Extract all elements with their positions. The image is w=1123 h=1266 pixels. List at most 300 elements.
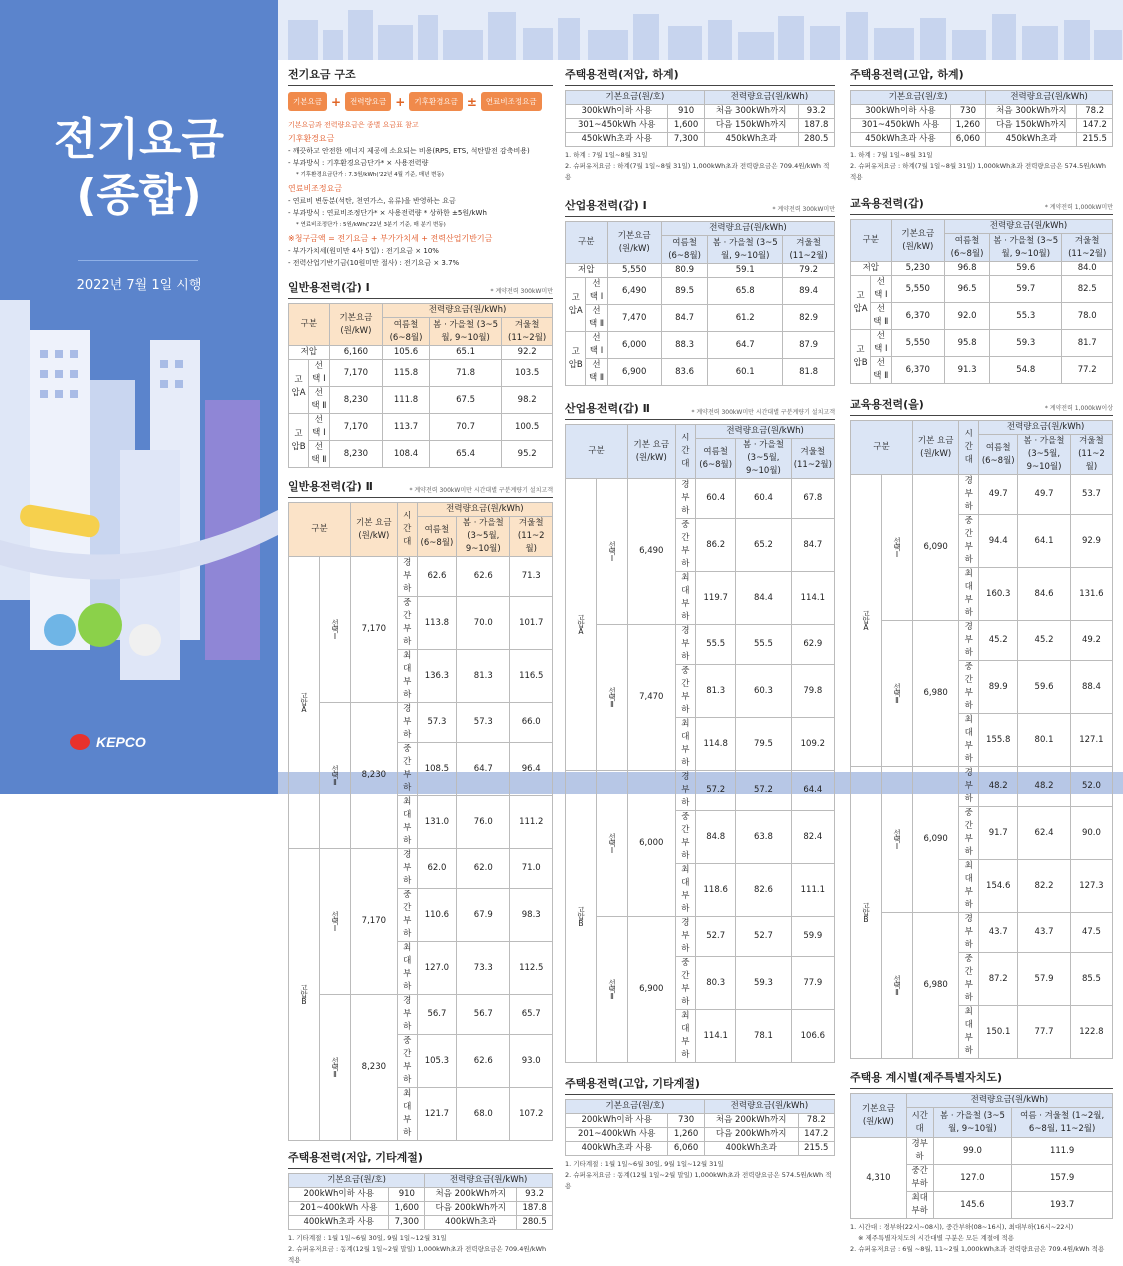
value-cell: 187.8 <box>517 1202 553 1216</box>
value-cell: 116.5 <box>510 650 553 703</box>
value-cell: 127.0 <box>417 942 456 995</box>
value-cell: 55.5 <box>696 625 736 665</box>
time-band: 중간부하 <box>397 597 417 650</box>
value-cell: 910 <box>668 105 704 119</box>
value-cell: 82.9 <box>783 305 835 332</box>
time-band: 최대부하 <box>959 714 979 767</box>
table-row <box>851 276 1113 303</box>
row-option: 선택Ⅰ <box>320 849 351 995</box>
value-cell: 118.6 <box>696 864 736 917</box>
title-line-1: 전기요금 <box>53 114 224 165</box>
base-rate: 6,000 <box>628 771 676 917</box>
value-cell: 77.7 <box>1018 1006 1071 1059</box>
column-3 <box>850 66 1113 1255</box>
value-cell: 113.7 <box>383 414 430 441</box>
row-option: 선택 Ⅰ <box>871 330 892 357</box>
value-cell: 106.6 <box>791 1010 834 1063</box>
edu-a-note: * 계약전력 1,000kW미만 <box>1044 204 1113 211</box>
kepco-logo-text: KEPCO <box>96 734 146 750</box>
th-base: 기본 요금 (원/kW) <box>351 503 398 557</box>
time-band: 최대부하 <box>959 860 979 913</box>
time-band: 경부하 <box>959 475 979 515</box>
value-cell: 215.5 <box>798 1142 834 1156</box>
table-row <box>566 119 835 133</box>
table-row <box>851 1138 1113 1165</box>
value-cell: 다음 150kWh까지 <box>986 119 1077 133</box>
value-cell: 79.2 <box>783 264 835 278</box>
value-cell: 108.5 <box>417 743 456 796</box>
ind-a2-table <box>565 424 835 1063</box>
table-row <box>566 305 835 332</box>
res-low-other-section <box>288 1149 553 1266</box>
value-cell: 56.7 <box>457 995 510 1035</box>
value-cell: 59.1 <box>708 264 783 278</box>
row-option: 선택 Ⅱ <box>586 359 607 386</box>
value-cell: 67.5 <box>429 387 501 414</box>
value-cell: 87.9 <box>783 332 835 359</box>
value-cell: 92.2 <box>502 346 553 360</box>
divider <box>78 260 198 261</box>
kepco-logo-icon <box>70 734 90 750</box>
value-cell: 121.7 <box>417 1088 456 1141</box>
th-spring: 봄 · 가을철 (3~5월, 9~10월) <box>457 517 510 557</box>
value-cell: 301~450kWh 사용 <box>566 119 668 133</box>
value-cell: 6,490 <box>607 278 661 305</box>
row-option: 선택Ⅰ <box>882 475 913 621</box>
value-cell: 82.4 <box>791 811 834 864</box>
value-cell: 77.9 <box>791 957 834 1010</box>
value-cell: 8,230 <box>329 441 382 468</box>
edu-b-note: * 계약전력 1,000kW이상 <box>1044 405 1113 412</box>
value-cell: 79.8 <box>791 665 834 718</box>
time-band: 중간부하 <box>675 519 696 572</box>
value-cell: 5,550 <box>891 330 944 357</box>
value-cell: 201~400kWh 사용 <box>566 1128 668 1142</box>
th-time: 시간대 <box>675 425 696 479</box>
row-group: 고압A <box>566 479 597 771</box>
value-cell: 88.3 <box>661 332 707 359</box>
th-energy: 전력량요금(원/kWh) <box>986 91 1113 105</box>
value-cell: 147.2 <box>1077 119 1113 133</box>
row-option: 선택Ⅱ <box>882 913 913 1059</box>
value-cell: 64.4 <box>791 771 834 811</box>
table-row <box>566 264 835 278</box>
value-cell: 62.0 <box>457 849 510 889</box>
value-cell: 136.3 <box>417 650 456 703</box>
value-cell: 1,600 <box>668 119 704 133</box>
value-cell: 84.0 <box>1062 262 1113 276</box>
value-cell: 91.7 <box>979 807 1018 860</box>
th-base: 기본요금 (원/kW) <box>851 1094 907 1138</box>
gen-a2-body <box>289 557 553 1141</box>
edu-a-body <box>851 262 1113 384</box>
th-time: 시간대 <box>397 503 417 557</box>
base-rate: 7,170 <box>351 849 398 995</box>
value-cell: 54.8 <box>990 357 1062 384</box>
table-row <box>289 346 553 360</box>
value-cell: 80.1 <box>1018 714 1071 767</box>
value-cell: 280.5 <box>517 1216 553 1230</box>
row-group: 고압A <box>851 276 871 330</box>
edu-b-table <box>850 420 1113 1059</box>
value-cell: 92.9 <box>1070 515 1112 568</box>
value-cell: 1,260 <box>950 119 985 133</box>
column-2 <box>565 66 835 1192</box>
table-row <box>851 767 1113 807</box>
base-rate: 6,900 <box>628 917 676 1063</box>
value-cell: 59.3 <box>990 330 1062 357</box>
time-band: 중간부하 <box>959 807 979 860</box>
jeju-body <box>851 1138 1113 1219</box>
table-row <box>566 771 835 811</box>
time-band: 경부하 <box>397 703 417 743</box>
row-option: 선택 Ⅱ <box>309 441 330 468</box>
value-cell: 450kWh초과 <box>704 133 798 147</box>
value-cell: 91.3 <box>944 357 989 384</box>
row-group: 고압B <box>851 767 882 1059</box>
th-energy: 전력량요금(원/kWh) <box>425 1174 553 1188</box>
value-cell: 119.7 <box>696 572 736 625</box>
th-winter: 겨울철 (11~2월) <box>510 517 553 557</box>
cover-panel <box>0 0 278 794</box>
time-band: 경부하 <box>959 621 979 661</box>
value-cell: 193.7 <box>1012 1192 1113 1219</box>
time-band: 최대부하 <box>675 864 696 917</box>
chip-fuel: 연료비조정요금 <box>481 92 542 111</box>
gen-a1-section <box>288 279 553 468</box>
value-cell: 98.3 <box>510 889 553 942</box>
th-energy: 전력량요금(원/kWh) <box>417 503 552 517</box>
value-cell: 90.0 <box>1070 807 1112 860</box>
gen-a2-table <box>288 502 553 1141</box>
value-cell: 400kWh초과 <box>704 1142 798 1156</box>
value-cell: 200kWh이하 사용 <box>566 1114 668 1128</box>
value-cell: 89.4 <box>783 278 835 305</box>
fuel-line: - 연료비 변동분(석탄, 천연가스, 유류)을 반영하는 요금 <box>288 197 456 205</box>
value-cell: 60.3 <box>736 665 791 718</box>
value-cell: 65.1 <box>429 346 501 360</box>
jeju-section <box>850 1069 1113 1255</box>
value-cell: 96.8 <box>944 262 989 276</box>
th-gubun: 구분 <box>566 222 608 264</box>
value-cell: 81.7 <box>1062 330 1113 357</box>
th-summer: 여름철 (6~8월) <box>944 234 989 262</box>
value-cell: 108.4 <box>383 441 430 468</box>
value-cell: 131.0 <box>417 796 456 849</box>
chip-base: 기본요금 <box>288 92 327 111</box>
time-band: 경부하 <box>675 479 696 519</box>
row-group: 고압B <box>566 332 586 386</box>
value-cell: 6,060 <box>950 133 985 147</box>
time-band: 최대부하 <box>959 1006 979 1059</box>
value-cell: 7,470 <box>607 305 661 332</box>
value-cell: 910 <box>389 1188 425 1202</box>
value-cell: 115.8 <box>383 360 430 387</box>
time-band: 중간부하 <box>959 953 979 1006</box>
res-high-other-body <box>566 1114 835 1156</box>
value-cell: 92.0 <box>944 303 989 330</box>
th-gubun: 구분 <box>851 220 892 262</box>
row-option: 선택 Ⅰ <box>309 360 330 387</box>
table-row <box>289 1188 553 1202</box>
th-summer: 여름철 (6~8월) <box>383 318 430 346</box>
value-cell: 96.4 <box>510 743 553 796</box>
res-high-other-table <box>565 1099 835 1156</box>
total-line: - 부가가치세(원미만 4사 5입) : 전기요금 × 10% <box>288 247 439 255</box>
edu-b-body <box>851 475 1113 1059</box>
ind-a1-body <box>566 264 835 386</box>
value-cell: 150.1 <box>979 1006 1018 1059</box>
time-band: 최대부하 <box>959 568 979 621</box>
table-row <box>566 479 835 519</box>
ind-a2-body <box>566 479 835 1063</box>
time-band: 경부하 <box>397 557 417 597</box>
res-high-other-title: 주택용전력(고압, 기타계절) <box>565 1075 835 1095</box>
time-band: 경부하 <box>959 767 979 807</box>
value-cell: 400kWh초과 <box>425 1216 517 1230</box>
time-band: 중간부하 <box>959 661 979 714</box>
value-cell: 131.6 <box>1070 568 1112 621</box>
value-cell: 145.6 <box>933 1192 1012 1219</box>
value-cell: 84.4 <box>736 572 791 625</box>
note: 2. 슈퍼유저요금 : 하계(7월 1일~8월 31일) 1,000kWh초과 전력량요금은 574.5원/kWh 적용 <box>850 162 1107 181</box>
th-spring: 봄 · 가을철 (3~5월, 9~10월) <box>429 318 501 346</box>
value-cell: 96.5 <box>944 276 989 303</box>
value-cell: 400kWh초과 사용 <box>289 1216 389 1230</box>
value-cell: 114.1 <box>696 1010 736 1063</box>
cover-title <box>0 112 278 224</box>
value-cell: 400kWh초과 사용 <box>566 1142 668 1156</box>
table-row <box>289 849 553 889</box>
row-group: 고압A <box>851 475 882 767</box>
edu-b-title: 교육용전력(을) <box>850 398 924 411</box>
value-cell: 85.5 <box>1070 953 1112 1006</box>
value-cell: 111.9 <box>1012 1138 1113 1165</box>
value-cell: 280.5 <box>798 133 834 147</box>
res-high-summer-title: 주택용전력(고압, 하계) <box>850 66 1113 86</box>
base-rate: 6,090 <box>913 475 959 621</box>
table-row <box>289 360 553 387</box>
value-cell: 59.3 <box>736 957 791 1010</box>
ind-a2-title: 산업용전력(갑) Ⅱ <box>565 402 650 415</box>
value-cell: 8,230 <box>329 387 382 414</box>
row-option: 선택 Ⅰ <box>309 414 330 441</box>
table-row <box>566 625 835 665</box>
value-cell: 64.7 <box>708 332 783 359</box>
table-row <box>851 303 1113 330</box>
table-row <box>851 133 1113 147</box>
res-low-summer-body <box>566 105 835 147</box>
city-illustration <box>0 300 278 794</box>
op-plus: + <box>395 94 406 109</box>
value-cell: 처음 300kWh까지 <box>986 105 1077 119</box>
note: 1. 기타계절 : 1월 1일~6월 30일, 9월 1일~12월 31일 <box>288 1234 447 1242</box>
value-cell: 62.9 <box>791 625 834 665</box>
th-base: 기본 요금 (원/kW) <box>628 425 676 479</box>
time-band: 중간부하 <box>906 1165 933 1192</box>
table-row <box>289 441 553 468</box>
gen-a2-title: 일반용전력(갑) Ⅱ <box>288 480 373 493</box>
structure-formula <box>288 92 553 111</box>
value-cell: 114.8 <box>696 718 736 771</box>
column-1 <box>288 66 553 1266</box>
value-cell: 52.0 <box>1070 767 1112 807</box>
time-band: 경부하 <box>959 913 979 953</box>
res-high-summer-section <box>850 66 1113 183</box>
value-cell: 76.0 <box>457 796 510 849</box>
ind-a1-note: * 계약전력 300kW미만 <box>772 206 835 213</box>
value-cell: 155.8 <box>979 714 1018 767</box>
climate-note: * 기후환경요금단가 : 7.3원/kWh('22년 4월 기준, 매년 변동) <box>296 172 444 178</box>
value-cell: 67.8 <box>791 479 834 519</box>
value-cell: 5,550 <box>607 264 661 278</box>
value-cell: 60.4 <box>736 479 791 519</box>
value-cell: 다음 200kWh까지 <box>425 1202 517 1216</box>
table-row <box>566 133 835 147</box>
structure-lead: 기본요금과 전력량요금은 종별 요금표 참고 <box>288 121 419 129</box>
value-cell: 81.3 <box>457 650 510 703</box>
time-band: 경부하 <box>397 849 417 889</box>
note: 2. 슈퍼유저요금 : 동계(12월 1일~2월 말일) 1,000kWh초과 전력량요금은 574.5원/kWh 적용 <box>565 1171 832 1190</box>
value-cell: 57.3 <box>417 703 456 743</box>
row-option: 선택Ⅱ <box>320 703 351 849</box>
value-cell: 65.7 <box>510 995 553 1035</box>
time-band: 최대부하 <box>675 572 696 625</box>
res-high-other-section <box>565 1075 835 1192</box>
th-summer-winter: 여름 · 겨울철 (1~2월, 6~8월, 11~2월) <box>1012 1108 1113 1138</box>
value-cell: 187.8 <box>798 119 834 133</box>
value-cell: 147.2 <box>798 1128 834 1142</box>
res-low-other-table <box>288 1173 553 1230</box>
edu-a-section <box>850 195 1113 384</box>
value-cell: 43.7 <box>979 913 1018 953</box>
row-option: 선택Ⅱ <box>597 917 628 1063</box>
value-cell: 300kWh이하 사용 <box>566 105 668 119</box>
value-cell: 110.6 <box>417 889 456 942</box>
table-row <box>851 105 1113 119</box>
value-cell: 300kWh이하 사용 <box>851 105 951 119</box>
value-cell: 107.2 <box>510 1088 553 1141</box>
value-cell: 48.2 <box>1018 767 1071 807</box>
value-cell: 82.5 <box>1062 276 1113 303</box>
jeju-title: 주택용 계시별(제주특별자치도) <box>850 1069 1113 1089</box>
value-cell: 111.8 <box>383 387 430 414</box>
row-option: 선택 Ⅱ <box>586 305 607 332</box>
value-cell: 65.4 <box>429 441 501 468</box>
row-option: 선택Ⅰ <box>597 479 628 625</box>
row-group: 고압B <box>566 771 597 1063</box>
value-cell: 45.2 <box>1018 621 1071 661</box>
value-cell: 84.7 <box>791 519 834 572</box>
value-cell: 78.2 <box>1077 105 1113 119</box>
value-cell: 62.0 <box>417 849 456 889</box>
row-group: 고압A <box>289 557 320 849</box>
value-cell: 105.3 <box>417 1035 456 1088</box>
value-cell: 112.5 <box>510 942 553 995</box>
value-cell: 7,300 <box>389 1216 425 1230</box>
table-row <box>851 330 1113 357</box>
op-plus: + <box>330 94 342 109</box>
value-cell: 71.3 <box>510 557 553 597</box>
value-cell: 730 <box>950 105 985 119</box>
note: ※ 제주특별자치도의 시간대별 구분은 모든 계절에 적용 <box>858 1234 1014 1242</box>
time-band: 경부하 <box>397 995 417 1035</box>
total-line: - 전력산업기반기금(10원미만 절사) : 전기요금 × 3.7% <box>288 259 460 267</box>
value-cell: 48.2 <box>979 767 1018 807</box>
value-cell: 94.4 <box>979 515 1018 568</box>
th-base-ho: 기본요금(원/호) <box>566 1100 705 1114</box>
value-cell: 450kWh초과 사용 <box>566 133 668 147</box>
ind-a1-table <box>565 221 835 386</box>
res-low-other-title: 주택용전력(저압, 기타계절) <box>288 1149 553 1169</box>
table-row <box>566 278 835 305</box>
value-cell: 60.1 <box>708 359 783 386</box>
row-group: 고압B <box>289 849 320 1141</box>
res-high-summer-body <box>851 105 1113 147</box>
th-energy: 전력량요금(원/kWh) <box>979 421 1113 435</box>
value-cell: 43.7 <box>1018 913 1071 953</box>
value-cell: 93.2 <box>798 105 834 119</box>
value-cell: 84.7 <box>661 305 707 332</box>
value-cell: 78.2 <box>798 1114 834 1128</box>
value-cell: 64.1 <box>1018 515 1071 568</box>
res-low-other-body <box>289 1188 553 1230</box>
table-row <box>566 1128 835 1142</box>
table-row <box>289 1216 553 1230</box>
value-cell: 87.2 <box>979 953 1018 1006</box>
th-energy: 전력량요금(원/kWh) <box>906 1094 1112 1108</box>
table-row <box>289 414 553 441</box>
value-cell: 7,300 <box>668 133 704 147</box>
value-cell: 80.9 <box>661 264 707 278</box>
table-row <box>851 357 1113 384</box>
value-cell: 127.3 <box>1070 860 1112 913</box>
base-rate: 7,470 <box>628 625 676 771</box>
value-cell: 127.0 <box>933 1165 1012 1192</box>
value-cell: 79.5 <box>736 718 791 771</box>
th-summer: 여름철 (6~8월) <box>979 435 1018 475</box>
th-gubun: 구분 <box>289 503 351 557</box>
row-option: 선택 Ⅰ <box>871 276 892 303</box>
th-base: 기본요금 (원/kW) <box>891 220 944 262</box>
row-option: 선택 Ⅱ <box>309 387 330 414</box>
base-rate: 6,980 <box>913 913 959 1059</box>
row-option: 선택Ⅱ <box>882 621 913 767</box>
value-cell: 66.0 <box>510 703 553 743</box>
structure-explanation <box>288 119 553 269</box>
value-cell: 109.2 <box>791 718 834 771</box>
row-option: 선택Ⅱ <box>320 995 351 1141</box>
value-cell: 다음 150kWh까지 <box>704 119 798 133</box>
time-band: 최대부하 <box>906 1192 933 1219</box>
note: 2. 슈퍼유저요금 : 하계(7월 1일~8월 31일) 1,000kWh초과 전력량요금은 709.4원/kWh 적용 <box>565 162 830 181</box>
value-cell: 49.7 <box>1018 475 1071 515</box>
th-energy: 전력량요금(원/kWh) <box>704 1100 834 1114</box>
value-cell: 57.2 <box>696 771 736 811</box>
value-cell: 52.7 <box>696 917 736 957</box>
fuel-line: - 부과방식 : 연료비조정단가* × 사용전력량 * 상하한 ±5원/kWh <box>288 209 487 217</box>
table-row <box>851 913 1113 953</box>
th-summer: 여름철 (6~8월) <box>417 517 456 557</box>
time-band: 최대부하 <box>397 650 417 703</box>
value-cell: 77.2 <box>1062 357 1113 384</box>
value-cell: 82.2 <box>1018 860 1071 913</box>
th-spring: 봄 · 가을철 (3~5월, 9~10월) <box>736 439 791 479</box>
fuel-note: * 연료비조정단가 : 5원/kWh('22년 3분기 기준, 매 분기 변동) <box>296 222 446 228</box>
value-cell: 215.5 <box>1077 133 1113 147</box>
row-option: 선택Ⅰ <box>320 557 351 703</box>
time-band: 중간부하 <box>397 1035 417 1088</box>
